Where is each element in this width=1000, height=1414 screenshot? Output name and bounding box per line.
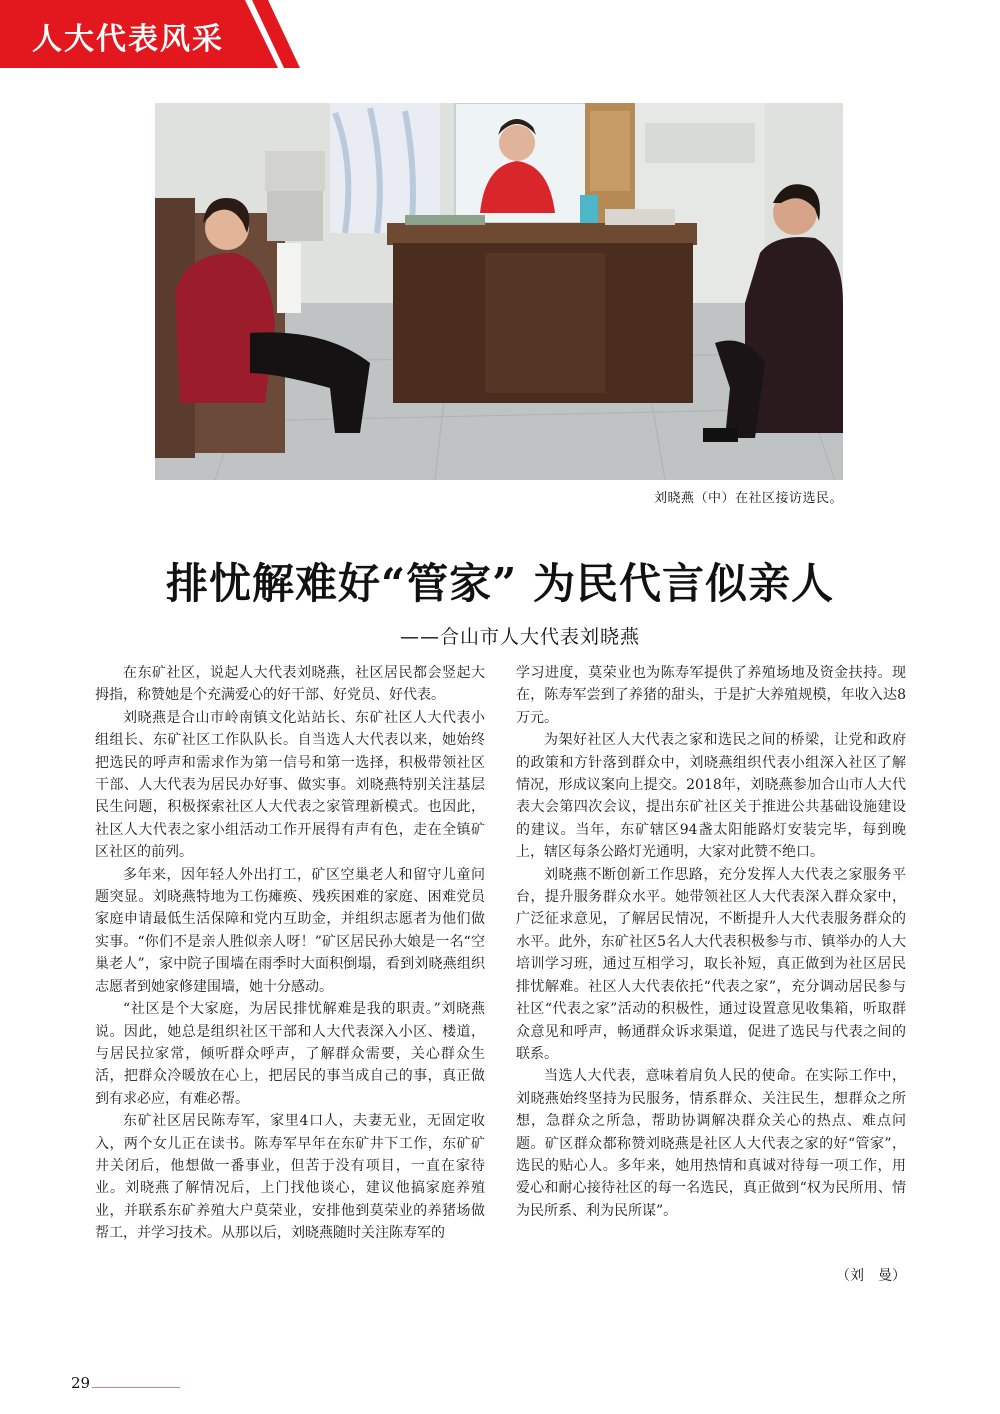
section-label: 人大代表风采 xyxy=(32,22,224,57)
article-author: （刘 曼） xyxy=(836,1268,906,1284)
article-subtitle: ——合山市人大代表刘晓燕 xyxy=(399,626,640,648)
paragraph: 在东矿社区，说起人大代表刘晓燕，社区居民都会竖起大拇指，称赞她是个充满爱心的好干部、好党员、好代表。 xyxy=(95,665,485,704)
paragraph-continued: 学习进度，莫荣业也为陈寿军提供了养殖场地及资金扶持。现在，陈寿军尝到了养猪的甜头，于是扩大养殖规模，年收入达8万元。 xyxy=(516,665,906,726)
body-column-left xyxy=(95,662,485,1245)
paragraph: 当选人大代表，意味着肩负人民的使命。在实际工作中，刘晓燕始终坚持为民服务，情系群众、关注民生，想群众之所想，急群众之所急，帮助协调解决群众关心的热点、难点问题。矿区群众都称赞刘晓燕是社区人大代表之家的好“管家”，选民的贴心人。多年来，她用热情和真诚对待每一项工作，用爱心和耐心接待社区的每一名选民，真正做到“权为民所用、情为民所系、利为民所谋”。 xyxy=(516,1068,906,1219)
paragraph: 多年来，因年轻人外出打工，矿区空巢老人和留守儿童问题突显。刘晓燕特地为工伤瘫痪、残疾困难的家庭、困难党员家庭申请最低生活保障和党内互助金，并组织志愿者为他们做实事。“你们不是亲人胜似亲人呀！”矿区居民孙大娘是一名“空巢老人”，家中院子围墙在雨季时大面积倒塌，看到刘晓燕组织志愿者到她家修建围墙，她十分感动。 xyxy=(95,866,485,995)
paragraph: 刘晓燕不断创新工作思路，充分发挥人大代表之家服务平台，提升服务群众水平。她带领社区人大代表深入群众家中，广泛征求意见，了解居民情况，不断提升人大代表服务群众的水平。此外，东矿社区5名人大代表积极参与市、镇举办的人大培训学习班，通过互相学习，取长补短，真正做到为社区居民排忧解难。社区人大代表依托“代表之家”，充分调动居民参与社区“代表之家”活动的积极性，通过设置意见收集箱，听取群众意见和呼声，畅通群众诉求渠道，促进了选民与代表之间的联系。 xyxy=(516,866,906,1062)
page-number: 29 xyxy=(71,1374,91,1392)
paragraph: 刘晓燕是合山市岭南镇文化站站长、东矿社区人大代表小组组长、东矿社区工作队队长。自当选人大代表以来，她始终把选民的呼声和需求作为第一信号和第一选择，积极带领社区干部、人大代表为居民办好事、做实事。刘晓燕特别关注基层民生问题，积极探索社区人大代表之家管理新模式。也因此，社区人大代表之家小组活动工作开展得有声有色，走在全镇矿区社区的前列。 xyxy=(95,709,485,861)
section-banner xyxy=(0,0,300,68)
paragraph: 为架好社区人大代表之家和选民之间的桥梁，让党和政府的政策和方针落到群众中，刘晓燕组织代表小组深入社区了解情况，形成议案向上提交。2018年，刘晓燕参加合山市人大代表大会第四次会议，提出东矿社区关于推进公共基础设施建设的建议。当年，东矿辖区94盏太阳能路灯安装完毕，每到晚上，辖区每条公路灯光通明，大家对此赞不绝口。 xyxy=(516,732,906,861)
article-title: 排忧解难好“管家” 为民代言似亲人 xyxy=(166,559,834,608)
photo-caption: 刘晓燕（中）在社区接访选民。 xyxy=(653,491,843,506)
page-number-rule xyxy=(92,1387,180,1388)
body-column-right xyxy=(516,662,906,1222)
paragraph: “社区是个大家庭，为居民排忧解难是我的职责。”刘晓燕说。因此，她总是组织社区干部和人大代表深入小区、楼道，与居民拉家常，倾听群众呼声，了解群众需要，关心群众生活，把群众冷暖放在心上，把居民的事当成自己的事，真正做到有求必应，有难必帮。 xyxy=(95,1001,485,1107)
article-photo xyxy=(155,103,843,480)
paragraph: 东矿社区居民陈寿军，家里4口人，夫妻无业，无固定收入，两个女儿正在读书。陈寿军早年在东矿井下工作，东矿矿井关闭后，他想做一番事业，但苦于没有项目，一直在家待业。刘晓燕了解情况后，上门找他谈心，建议他搞家庭养殖业，并联系东矿养殖大户莫荣业，安排他到莫荣业的养猪场做帮工，并学习技术。从那以后，刘晓燕随时关注陈寿军的 xyxy=(95,1113,485,1242)
photo-scene xyxy=(155,103,843,480)
